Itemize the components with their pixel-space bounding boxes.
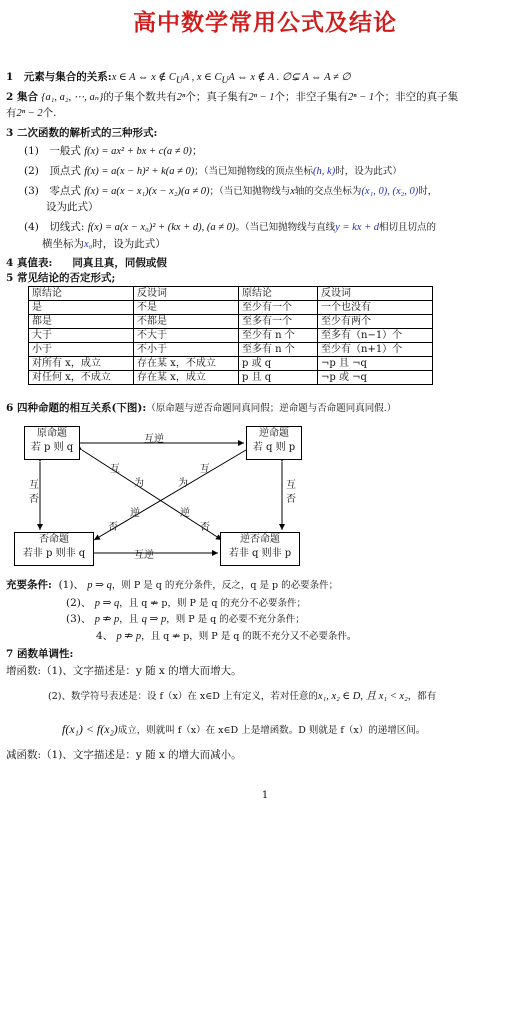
table-cell: 一个也没有: [318, 301, 433, 315]
box-converse: 逆命题 若 q 则 p: [246, 426, 302, 460]
form-tangent-cont: 横坐标为x₀时，设为此式）: [42, 238, 166, 250]
table-cell: ¬p 且 ¬q: [318, 357, 433, 371]
table-cell: 存在某 x，成立: [134, 371, 239, 385]
cond-line-3: (3)、 p ⇏ p，且 q ⇒ p，则 P 是 q 的必要不充分条件；: [66, 613, 305, 625]
section-2: 2 集合 {a₁, a₂, ⋯, aₙ}的子集个数共有2ⁿ个；真子集有2ⁿ − 1个；非空子集有2ⁿ − 1个；非空的真子集: [6, 91, 459, 103]
label-left-1: 互: [29, 480, 39, 491]
section-5-heading: 5 常见结论的否定形式;: [6, 272, 116, 284]
table-cell: 至少有两个: [318, 315, 433, 329]
increasing-2: (2)、数学符号表述是：设 f（x）在 x∈D 上有定义，若对任意的x₁, x₂ ∈ D, 且 x₁ < x₂，都有: [48, 691, 437, 702]
page-title: 高中数学常用公式及结论: [133, 9, 397, 36]
table-header-cell: 原结论: [29, 287, 134, 301]
table-header-cell: 反设词: [318, 287, 433, 301]
label-diag-4b: 否: [200, 522, 210, 533]
label-right-2: 否: [286, 494, 296, 505]
decreasing-1: 减函数:（1)、文字描述是：y 随 x 的增大而减小。: [6, 749, 242, 761]
label-diag-3b: 否: [108, 522, 118, 533]
table-cell: 不小于: [134, 343, 239, 357]
section-4: 4 真值表: 同真且真，同假或假: [6, 257, 167, 269]
table-cell: 不大于: [134, 329, 239, 343]
form-zeros: (3) 零点式 f(x) = a(x − x₁)(x − x₂)(a ≠ 0)；（当已知抛物线与x轴的交点坐标为(x₁, 0), (x₂, 0)时，: [24, 185, 438, 197]
label-bottom: 互逆: [134, 550, 154, 561]
cond-line-2: (2)、 p ⇒ q，且 q ⇏ p，则 P 是 q 的充分不必要条件；: [66, 597, 307, 609]
section-2-cont: 有2ⁿ − 2个.: [6, 107, 57, 119]
label-diag-2a: 互: [200, 464, 210, 475]
table-cell: 是: [29, 301, 134, 315]
table-cell: p 或 q: [239, 357, 318, 371]
form-vertex: (2) 顶点式 f(x) = a(x − h)² + k(a ≠ 0)；（当已知抛物线的顶点坐标(h, k)时，设为此式）: [24, 165, 402, 177]
label-left-2: 否: [29, 494, 39, 505]
table-cell: ¬p 或 ¬q: [318, 371, 433, 385]
table-cell: 对任何 x，不成立: [29, 371, 134, 385]
table-header-cell: 反设词: [134, 287, 239, 301]
form-general: (1) 一般式 f(x) = ax² + bx + c(a ≠ 0)；: [24, 145, 203, 157]
section-7-heading: 7 函数单调性:: [6, 648, 74, 660]
table-header-cell: 原结论: [239, 287, 318, 301]
label-diag-3a: 逆: [130, 508, 140, 519]
form-zeros-cont: 设为此式）: [46, 201, 99, 213]
table-cell: 不是: [134, 301, 239, 315]
table-cell: 大于: [29, 329, 134, 343]
section-3-heading: 3 二次函数的解析式的三种形式:: [6, 127, 158, 139]
table-cell: 存在某 x，不成立: [134, 357, 239, 371]
form-tangent: (4) 切线式: f(x) = a(x − x₀)² + (kx + d), (a ≠ 0)。（当已知抛物线与直线y = kx + d相切且切点的: [24, 221, 437, 233]
section-1: 1 元素与集合的关系:x ∈ A ⇔ x ∉ $C_UA$ , x ∈ $C_UA$ ⇔ x ∉ A . ∅⊊ A ⇔ A ≠ ∅: [6, 71, 351, 87]
cond-line-4: 4、 p ⇏ p，且 q ⇏ p，则 P 是 q 的既不充分又不必要条件。: [96, 630, 357, 642]
box-original: 原命题 若 p 则 q: [24, 426, 80, 460]
table-cell: 至多有（n−1）个: [318, 329, 433, 343]
table-cell: 小于: [29, 343, 134, 357]
box-contrapositive: 逆否命题 若非 q 则非 p: [220, 532, 300, 566]
table-cell: 不都是: [134, 315, 239, 329]
label-right-1: 互: [286, 480, 296, 491]
increasing-1: 增函数:（1)、文字描述是：y 随 x 的增大而增大。: [6, 665, 242, 677]
table-cell: 至多有 n 个: [239, 343, 318, 357]
table-cell: 都是: [29, 315, 134, 329]
cond-line-1: 充要条件: (1)、 p ⇒ q，则 P 是 q 的充分条件，反之，q 是 p 的必要条件；: [6, 579, 339, 591]
table-cell: 至少有 n 个: [239, 329, 318, 343]
table-cell: 对所有 x，成立: [29, 357, 134, 371]
table-cell: 至少有一个: [239, 301, 318, 315]
label-top: 互逆: [144, 434, 164, 445]
label-diag-4a: 逆: [180, 508, 190, 519]
table-cell: p 且 q: [239, 371, 318, 385]
table-cell: 至少有（n+1）个: [318, 343, 433, 357]
table-cell: 至多有一个: [239, 315, 318, 329]
page-number: 1: [261, 790, 269, 801]
label-diag-1b: 为: [134, 478, 144, 489]
box-inverse: 否命题 若非 p 则非 q: [14, 532, 94, 566]
label-diag-1a: 互: [110, 464, 120, 475]
section-6: 6 四种命题的相互关系(下图):（原命题与逆否命题同真同假；逆命题与否命题同真同假.）: [6, 402, 397, 414]
increasing-3: f(x₁) < f(x₂)成立，则就叫 f（x）在 x∈D 上是增函数。D 则就是 f（x）的递增区间。: [62, 722, 426, 736]
label-diag-2b: 为: [178, 478, 188, 489]
